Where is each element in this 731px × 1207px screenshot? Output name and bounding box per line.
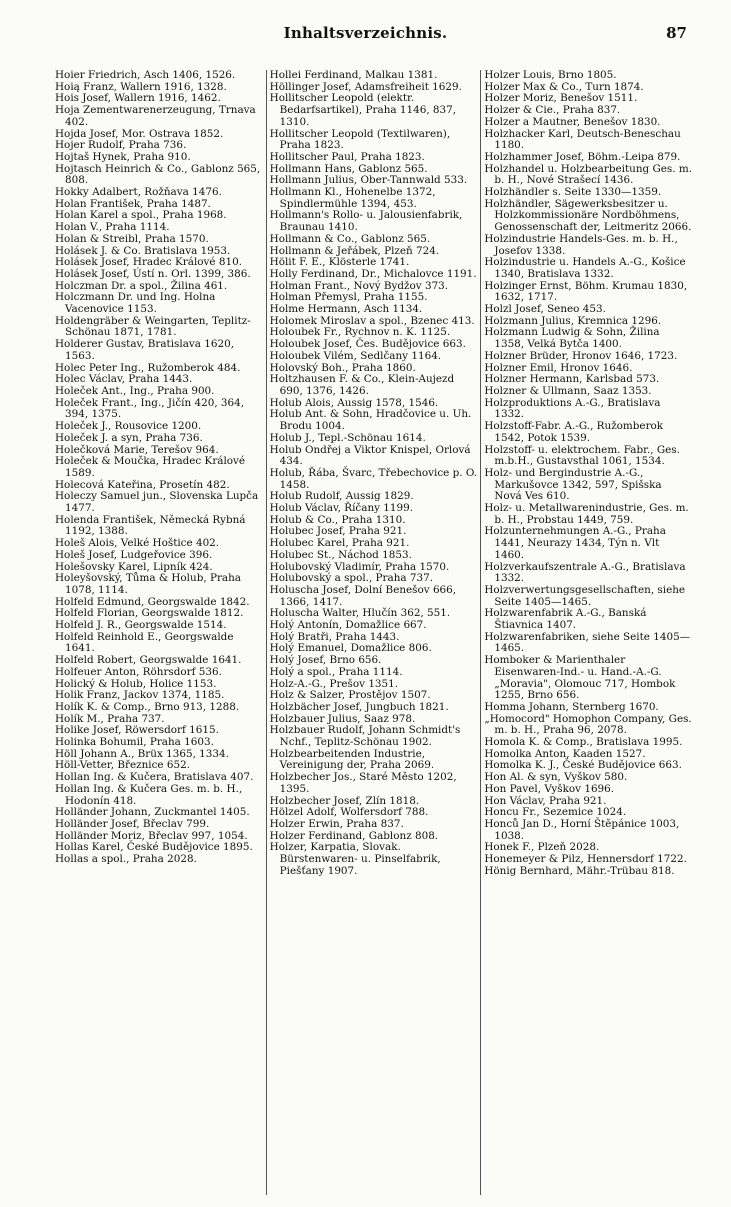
index-entry: Holinka Bohumil, Praha 1603. <box>55 736 214 749</box>
index-entry: Holický & Holub, Holice 1153. <box>55 677 217 690</box>
index-entry: Höll Johann A., Brüx 1365, 1334. <box>55 747 229 760</box>
index-entry: Holz & Salzer, Prostějov 1507. <box>269 689 431 702</box>
index-entry: Holderer Gustav, Bratislava 1620, 1563. <box>55 338 235 362</box>
index-entry: Hois Josef, Wallern 1916, 1462. <box>55 92 221 105</box>
index-entry: Honek F., Plzeň 2028. <box>484 841 600 854</box>
index-column-1 <box>52 70 267 1195</box>
index-entry: Holub Václav, Říčany 1199. <box>269 502 414 515</box>
index-entry: Hölzel Adolf, Wolfersdorf 788. <box>269 806 429 819</box>
index-entry: Holenda František, Německá Rybná 1192, 1388. <box>55 513 246 538</box>
index-entry: Homboker & Marienthaler Eisenwaren-Ind.- u. Hand.-A.-G. „Moravia", Olomouc 717, Hombok 1255, Brno 656. <box>484 654 676 702</box>
index-entry: Holeček & Moučka, Hradec Králové 1589. <box>55 455 246 479</box>
index-entry: Holzwarenfabriken, siehe Seite 1405—1465. <box>484 630 691 655</box>
index-entry: Hoier Friedrich, Asch 1406, 1526. <box>55 70 236 81</box>
index-entry: Holzer a Mautner, Benešov 1830. <box>484 115 661 128</box>
index-entry: Holzinger Ernst, Böhm. Krumau 1830, 1632, 1717. <box>484 279 688 304</box>
index-entry: Hojer Rudolf, Praha 736. <box>55 139 187 152</box>
index-entry: Hollmann Hans, Gablonz 565. <box>269 162 428 175</box>
index-entry: Holeczy Samuel jun., Slovenska Lupča 1477. <box>55 490 259 515</box>
index-entry: Holub Rudolf, Aussig 1829. <box>269 490 414 503</box>
index-entry: Holeček J., Rousovice 1200. <box>55 420 202 433</box>
index-entry: Holan V., Praha 1114. <box>55 221 170 234</box>
index-entry: Holásek Josef, Hradec Králové 810. <box>55 256 243 269</box>
index-entry: Homma Johann, Sternberg 1670. <box>484 700 659 713</box>
index-entry: Holzbauer Rudolf, Johann Schmidt's Nchf., Teplitz-Schönau 1902. <box>269 724 461 749</box>
index-entry: Holík M., Praha 737. <box>55 712 165 725</box>
index-entry: Hon Pavel, Vyškov 1696. <box>484 782 615 795</box>
index-entry: Holec Peter Ing., Ružomberok 484. <box>55 361 241 374</box>
index-entry: Honemeyer & Pilz, Hennersdorf 1722. <box>484 853 687 866</box>
index-entry: Holzindustrie u. Handels A.-G., Košice 1340, Bratislava 1332. <box>484 256 686 280</box>
index-entry: Holdengräber & Weingarten, Teplitz-Schönau 1871, 1781. <box>55 314 251 339</box>
index-entry: Holz- und Bergindustrie A.-G., Markušovce 1342, 597, Spišska Nová Ves 610. <box>484 466 662 503</box>
index-entry: Hönig Bernhard, Mähr.-Trübau 818. <box>484 864 675 877</box>
index-entry: Holý Bratři, Praha 1443. <box>269 630 400 643</box>
index-entry: Hollas a spol., Praha 2028. <box>55 853 197 866</box>
index-entry: Hollmann & Co., Gablonz 565. <box>269 232 431 245</box>
index-entry: Holeš Josef, Ludgeřovice 396. <box>55 548 213 561</box>
index-entry: Holubovský a spol., Praha 737. <box>269 572 434 585</box>
index-entry: Holzhändler s. Seite 1330—1359. <box>484 186 662 199</box>
index-entry: Holý Antonín, Domažlice 667. <box>269 619 427 632</box>
index-entry: Holzmann Ludwig & Sohn, Žilina 1358, Velká Bytča 1400. <box>484 326 660 351</box>
index-entry: Holovský Boh., Praha 1860. <box>269 361 416 374</box>
index-entry: Holländer Moriz, Břeclav 997, 1054. <box>55 829 248 842</box>
index-entry: Holzhacker Karl, Deutsch-Beneschau 1180. <box>484 127 681 152</box>
index-entry: Holzer Ferdinand, Gablonz 808. <box>269 829 439 842</box>
index-entry: Holzhammer Josef, Böhm.-Leipa 879. <box>484 150 681 163</box>
index-entry: Hollas Karel, České Budějovice 1895. <box>55 841 253 854</box>
index-entry: Holly Ferdinand, Dr., Michalovce 1191. <box>269 267 477 280</box>
index-entry: Holoubek Josef, Čes. Budějovice 663. <box>269 338 466 351</box>
index-entry: Holman Frant., Nový Bydžov 373. <box>269 279 449 292</box>
index-entry: Hölit F. E., Klösterle 1741. <box>269 256 410 269</box>
index-entry: Holeček Frant., Ing., Jičín 420, 364, 394, 1375. <box>55 396 245 421</box>
index-entry: Holoubek Vilém, Sedlčany 1164. <box>269 349 442 362</box>
index-entry: Holzindustrie Handels-Ges. m. b. H., Josefov 1338. <box>484 232 678 257</box>
index-entry: Holczmann Dr. und Ing. Holna Vacenovice 1153. <box>55 291 216 316</box>
index-entry: Holfeld Reinhold E., Georgswalde 1641. <box>55 630 234 655</box>
index-column-2 <box>267 70 482 1195</box>
index-entry: Homolka K. J., České Budějovice 663. <box>484 759 682 772</box>
index-entry: Holz-A.-G., Prešov 1351. <box>269 677 399 690</box>
index-entry: Holzmann Julius, Kremnica 1296. <box>484 314 662 327</box>
index-entry: Holzverkaufszentrale A.-G., Bratislava 1332. <box>484 560 686 585</box>
index-entry: Holeček Ant., Ing., Praha 900. <box>55 384 215 397</box>
index-entry: Homola K. & Comp., Bratislava 1995. <box>484 736 683 749</box>
index-entry: Hoja Zementwarenerzeugung, Trnava 402. <box>55 104 256 128</box>
index-entry: Hollan Ing. & Kučera, Bratislava 407. <box>55 771 254 784</box>
index-entry: Holzbecher Jos., Staré Město 1202, 1395. <box>269 771 457 795</box>
index-entry: Holzbauer Julius, Saaz 978. <box>269 712 416 725</box>
index-entry: Holfeld Edmund, Georgswalde 1842. <box>55 595 250 608</box>
index-entry: Hon Al. & syn, Vyškov 580. <box>484 771 628 784</box>
index-entry: Holzer Erwin, Praha 837. <box>269 818 404 830</box>
index-entry: Holub, Řába, Švarc, Třebechovice p. O. 1458. <box>269 466 478 491</box>
index-column-3 <box>481 70 695 1195</box>
index-entry: Hon Václav, Praha 921. <box>484 794 607 807</box>
index-entry: Hojda Josef, Mor. Ostrava 1852. <box>55 127 224 140</box>
index-entry: Hollmann Julius, Ober-Tannwald 533. <box>269 174 468 187</box>
index-entry: Holfeuer Anton, Röhrsdorf 536. <box>55 665 222 678</box>
index-entry: Holzl Josef, Seneo 453. <box>484 303 606 316</box>
index-entry: Hollei Ferdinand, Malkau 1381. <box>269 70 438 81</box>
index-entry: Hollitscher Leopold (elektr. Bedarfsartikel), Praha 1146, 837, 1310. <box>269 92 457 128</box>
index-entry: Holzproduktions A.-G., Bratislava 1332. <box>484 396 661 421</box>
index-entry: Holman Přemysl, Praha 1155. <box>269 291 428 304</box>
index-entry: Hojtasch Heinrich & Co., Gablonz 565, 808. <box>55 162 261 187</box>
index-entry: Holubec Karel, Praha 921. <box>269 537 410 550</box>
index-entry: Homolka Anton, Kaaden 1527. <box>484 747 646 760</box>
index-entry: Höll-Vetter, Březnice 652. <box>55 759 190 772</box>
index-entry: Holubec St., Náchod 1853. <box>269 548 412 561</box>
index-columns <box>52 70 695 1195</box>
index-entry: Holfeld J. R., Georgswalde 1514. <box>55 619 227 632</box>
index-entry: Holländer Josef, Břeclav 799. <box>55 818 210 830</box>
index-entry: Honcu Fr., Sezemice 1024. <box>484 806 627 819</box>
index-entry: Holásek J. & Co. Bratislava 1953. <box>55 244 231 257</box>
index-entry: Holecová Kateřina, Prosetín 482. <box>55 478 230 491</box>
index-entry: Holzer & Cie., Praha 837. <box>484 104 621 117</box>
index-entry: Holub & Co., Praha 1310. <box>269 513 406 526</box>
index-entry: Holfeld Robert, Georgswalde 1641. <box>55 654 242 667</box>
index-entry: Holczman Dr. a spol., Žilina 461. <box>55 279 228 292</box>
index-entry: Holzunternehmungen A.-G., Praha 1441, Neurazy 1434, Týn n. Vlt 1460. <box>484 525 666 561</box>
index-entry: Hollmann Kl., Hohenelbe 1372, Spindlermühle 1394, 453. <box>269 186 436 210</box>
index-entry: Holomek Miroslav a spol., Bzenec 413. <box>269 314 475 327</box>
index-entry: Hollan Ing. & Kučera Ges. m. b. H., Hodonín 418. <box>55 782 243 807</box>
index-entry: Holub Ant. & Sohn, Hradčovice u. Uh. Brodu 1004. <box>269 408 472 433</box>
index-entry: Holuscha Josef, Dolní Benešov 666, 1366, 1417. <box>269 583 457 608</box>
index-entry: Honců Jan D., Horní Štěpánice 1003, 1038. <box>484 818 680 842</box>
page-title: Inhaltsverzeichnis. <box>283 24 448 42</box>
index-entry: Hoią Franz, Wallern 1916, 1328. <box>55 80 227 93</box>
index-entry: Holub Alois, Aussig 1578, 1546. <box>269 396 439 409</box>
index-entry: Holzhändler, Sägewerksbesitzer u. Holzkommissionäre Nordböhmens, Genossenschaft der, Leitmeritz 2066. <box>484 197 692 234</box>
index-entry: Holzer, Karpatia, Slovak. Bürstenwaren- u. Pinselfabrik, Piešťany 1907. <box>269 841 441 877</box>
index-entry: Holike Josef, Röwersdorf 1615. <box>55 724 219 737</box>
index-entry: Holzwarenfabrik A.-G., Banská Štiavnica 1407. <box>484 607 647 632</box>
index-entry: Holik Franz, Jackov 1374, 1185. <box>55 689 225 702</box>
index-entry: Holzner Brüder, Hronov 1646, 1723. <box>484 349 678 362</box>
index-entry: Holan Karel a spol., Praha 1968. <box>55 209 227 222</box>
index-entry: Holzbecher Josef, Zlín 1818. <box>269 794 420 807</box>
index-entry: Holeš Alois, Velké Hoštice 402. <box>55 537 220 550</box>
index-entry: Holzer Moriz, Benešov 1511. <box>484 92 638 105</box>
index-entry: Holan František, Praha 1487. <box>55 197 211 210</box>
index-entry: Hollitscher Paul, Praha 1823. <box>269 150 425 163</box>
index-entry: Hokky Adalbert, Rožňava 1476. <box>55 186 222 199</box>
index-entry: Holuscha Walter, Hlučín 362, 551. <box>269 607 451 620</box>
index-entry: Holoubek Fr., Rychnov n. K. 1125. <box>269 326 451 339</box>
index-entry: Holečková Marie, Terešov 964. <box>55 443 219 456</box>
index-entry: Holfeld Florian, Georgswalde 1812. <box>55 607 244 620</box>
index-entry: Hollitscher Leopold (Textilwaren), Praha 1823. <box>269 127 451 152</box>
index-entry: Hollmann's Rollo- u. Jalousienfabrik, Braunau 1410. <box>269 209 463 234</box>
index-entry: Holubec Josef, Praha 921. <box>269 525 407 538</box>
index-entry: Hollmann & Jeřábek, Plzeň 724. <box>269 244 440 257</box>
index-entry: Holz- u. Metallwarenindustrie, Ges. m. b. H., Probstau 1449, 759. <box>484 502 689 526</box>
index-entry: Holeček J. a syn, Praha 736. <box>55 431 203 444</box>
index-entry: Holý Josef, Brno 656. <box>269 654 382 667</box>
index-entry: Holzstoff-Fabr. A.-G., Ružomberok 1542, Potok 1539. <box>484 420 664 444</box>
index-entry: Holík K. & Comp., Brno 913, 1288. <box>55 700 240 713</box>
index-entry: Holý Emanuel, Domažlice 806. <box>269 642 432 655</box>
index-entry: Holásek Josef, Ústí n. Orl. 1399, 386. <box>55 267 251 280</box>
index-entry: Holzer Max & Co., Turn 1874. <box>484 80 644 93</box>
index-entry: Holzner Hermann, Karlsbad 573. <box>484 373 660 386</box>
index-entry: Holeyšovský, Tůma & Holub, Praha 1078, 1114. <box>55 572 241 596</box>
index-entry: Holzstoff- u. elektrochem. Fabr., Ges. m.b.H., Gustavsthal 1061, 1534. <box>484 443 680 468</box>
index-entry: Holzbearbeitenden Industrie, Vereinigung der, Praha 2069. <box>269 747 435 772</box>
index-entry: Holec Václav, Praha 1443. <box>55 373 193 386</box>
index-entry: Höllinger Josef, Adamsfreiheit 1629. <box>269 80 462 93</box>
index-entry: Hojtaš Hynek, Praha 910. <box>55 150 191 163</box>
index-entry: Holzverwertungsgesellschaften, siehe Seite 1405—1465. <box>484 583 686 608</box>
index-entry: Holzner & Ullmann, Saaz 1353. <box>484 384 652 397</box>
index-entry: Holme Hermann, Asch 1134. <box>269 303 423 316</box>
index-entry: Holub Ondřej a Viktor Knispel, Orlová 434. <box>269 443 471 468</box>
index-entry: Holan & Streibl, Praha 1570. <box>55 232 209 245</box>
index-entry: Holzbächer Josef, Jungbuch 1821. <box>269 700 449 713</box>
page-header <box>0 0 731 50</box>
page-number: 87 <box>666 24 687 42</box>
index-entry: Holešovsky Karel, Lipník 424. <box>55 560 213 573</box>
index-entry: Holländer Johann, Zuckmantel 1405. <box>55 806 250 819</box>
index-entry: Holtzhausen F. & Co., Klein-Aujezd 690, 1376, 1426. <box>269 373 455 397</box>
index-entry: Holzhandel u. Holzbearbeitung Ges. m. b. H., Nové Strašecí 1436. <box>484 162 693 187</box>
index-entry: Holzner Emil, Hronov 1646. <box>484 361 633 374</box>
index-entry: Holzer Louis, Brno 1805. <box>484 70 617 81</box>
index-entry: Holub J., Tepl.-Schönau 1614. <box>269 431 426 444</box>
index-entry: „Homocord" Homophon Company, Ges. m. b. H., Praha 96, 2078. <box>484 712 692 737</box>
index-entry: Holubovský Vladimír, Praha 1570. <box>269 560 450 573</box>
index-entry: Holý a spol., Praha 1114. <box>269 665 403 678</box>
